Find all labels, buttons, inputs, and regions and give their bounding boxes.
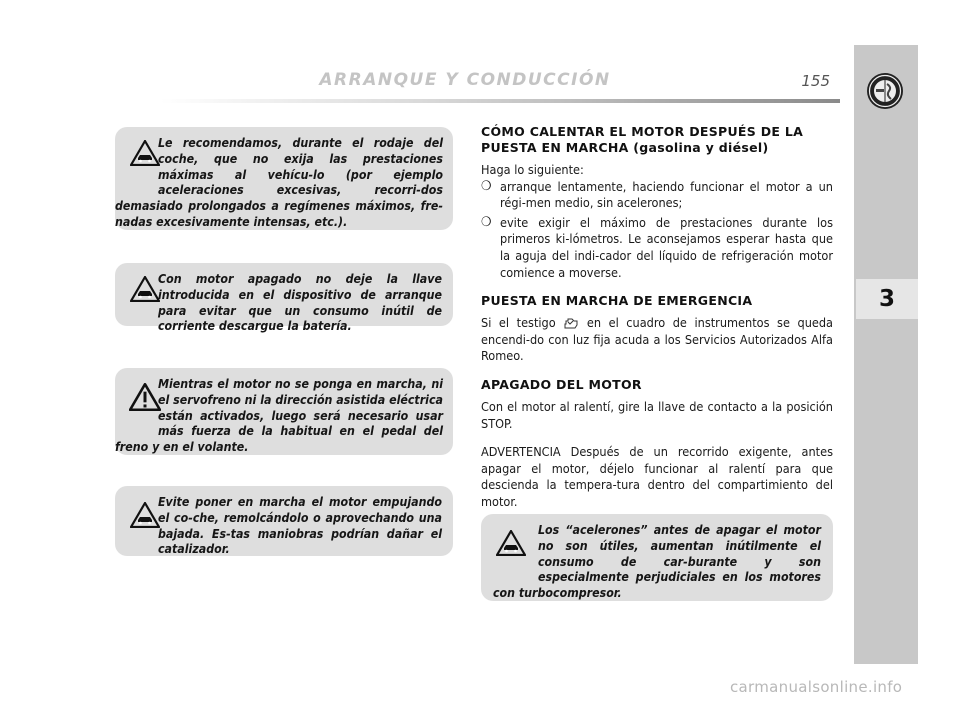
emergency-text-a: Si el testigo (481, 315, 556, 331)
warning-text-5: Los “acelerones” antes de apagar el motor no son útiles, aumentan inútilmente el consumo de car-burante y son especialmente perjudiciales en los motores con turbocompresor. (493, 523, 821, 601)
warning-box-1 (115, 127, 453, 230)
page-number: 155 (801, 72, 830, 90)
watermark: carmanualsonline.info (730, 678, 903, 696)
bullet-mark: ❍ (481, 178, 492, 194)
warning-text-1: Le recomendamos, durante el rodaje del coche, que no exija las prestaciones máximas al vehícu-lo (por ejemplo aceleraciones excesivas, recorri-dos demasiado prolongados a regímenes máximos, fre-nadas excesivamente intensas, etc.). (115, 136, 443, 229)
shutdown-text: Con el motor al ralentí, gire la llave de contacto a la posición STOP. (481, 398, 833, 431)
warning-box-4 (115, 486, 453, 556)
chapter-title: ARRANQUE Y CONDUCCIÓN (319, 70, 611, 90)
main-content (481, 124, 833, 511)
section-intro: Haga lo siguiente: (481, 162, 584, 177)
emergency-text-b: en el cuadro de instrumentos se queda encendi-do con luz fija acuda a los Servicios Autorizados Alfa Romeo. (481, 315, 833, 364)
section-heading-shutdown: APAGADO DEL MOTOR (481, 376, 642, 392)
car-warning-icon (130, 276, 160, 302)
engine-warning-light-icon (563, 317, 579, 329)
car-warning-icon (130, 502, 160, 528)
list-item (481, 215, 833, 281)
warning-text-3: Mientras el motor no se ponga en marcha, ni el servofreno ni la dirección asistida eléctrica están activados, luego será necesario usar más fuerza de la habitual en el pedal del freno y en el volante. (115, 377, 443, 455)
warning-box-5 (481, 514, 833, 601)
list-item-text: arranque lentamente, haciendo funcionar el motor a un régi-men medio, sin acelerones; (500, 178, 833, 211)
alfa-romeo-logo-icon (866, 72, 904, 110)
warning-box-2 (115, 263, 453, 334)
chapter-number: 3 (856, 279, 918, 319)
warning-box-3 (115, 368, 453, 455)
list-item-text: evite exigir el máximo de prestaciones durante los primeros ki-lómetros. Le aconsejamos esperar hasta que la aguja del indi-cador del líquido de refrigeración motor comience a moverse. (500, 214, 833, 280)
side-tab (854, 45, 918, 664)
section-heading-warmup: CÓMO CALENTAR EL MOTOR DESPUÉS DE LA PUESTA EN MARCHA (gasolina y diésel) (481, 124, 804, 155)
header-rule (160, 99, 840, 103)
warning-text-4: Evite poner en marcha el motor empujando el co-che, remolcándolo o aprovechando una bajada. Es-tas maniobras podrían dañar el catalizador. (158, 495, 442, 557)
bullet-mark: ❍ (481, 214, 492, 230)
list-item (481, 179, 833, 212)
section-heading-emergency: PUESTA EN MARCHA DE EMERGENCIA (481, 293, 753, 309)
warning-text-2: Con motor apagado no deje la llave introducida en el dispositivo de arranque para evitar que un consumo inútil de corriente descargue la batería. (158, 272, 442, 334)
bullet-list (481, 179, 833, 282)
advertencia-text: ADVERTENCIA Después de un recorrido exigente, antes apagar el motor, déjelo funcionar al ralentí para que descienda la tempera-tura dentro del compartimiento del motor. (481, 444, 833, 509)
emergency-text (481, 315, 833, 365)
